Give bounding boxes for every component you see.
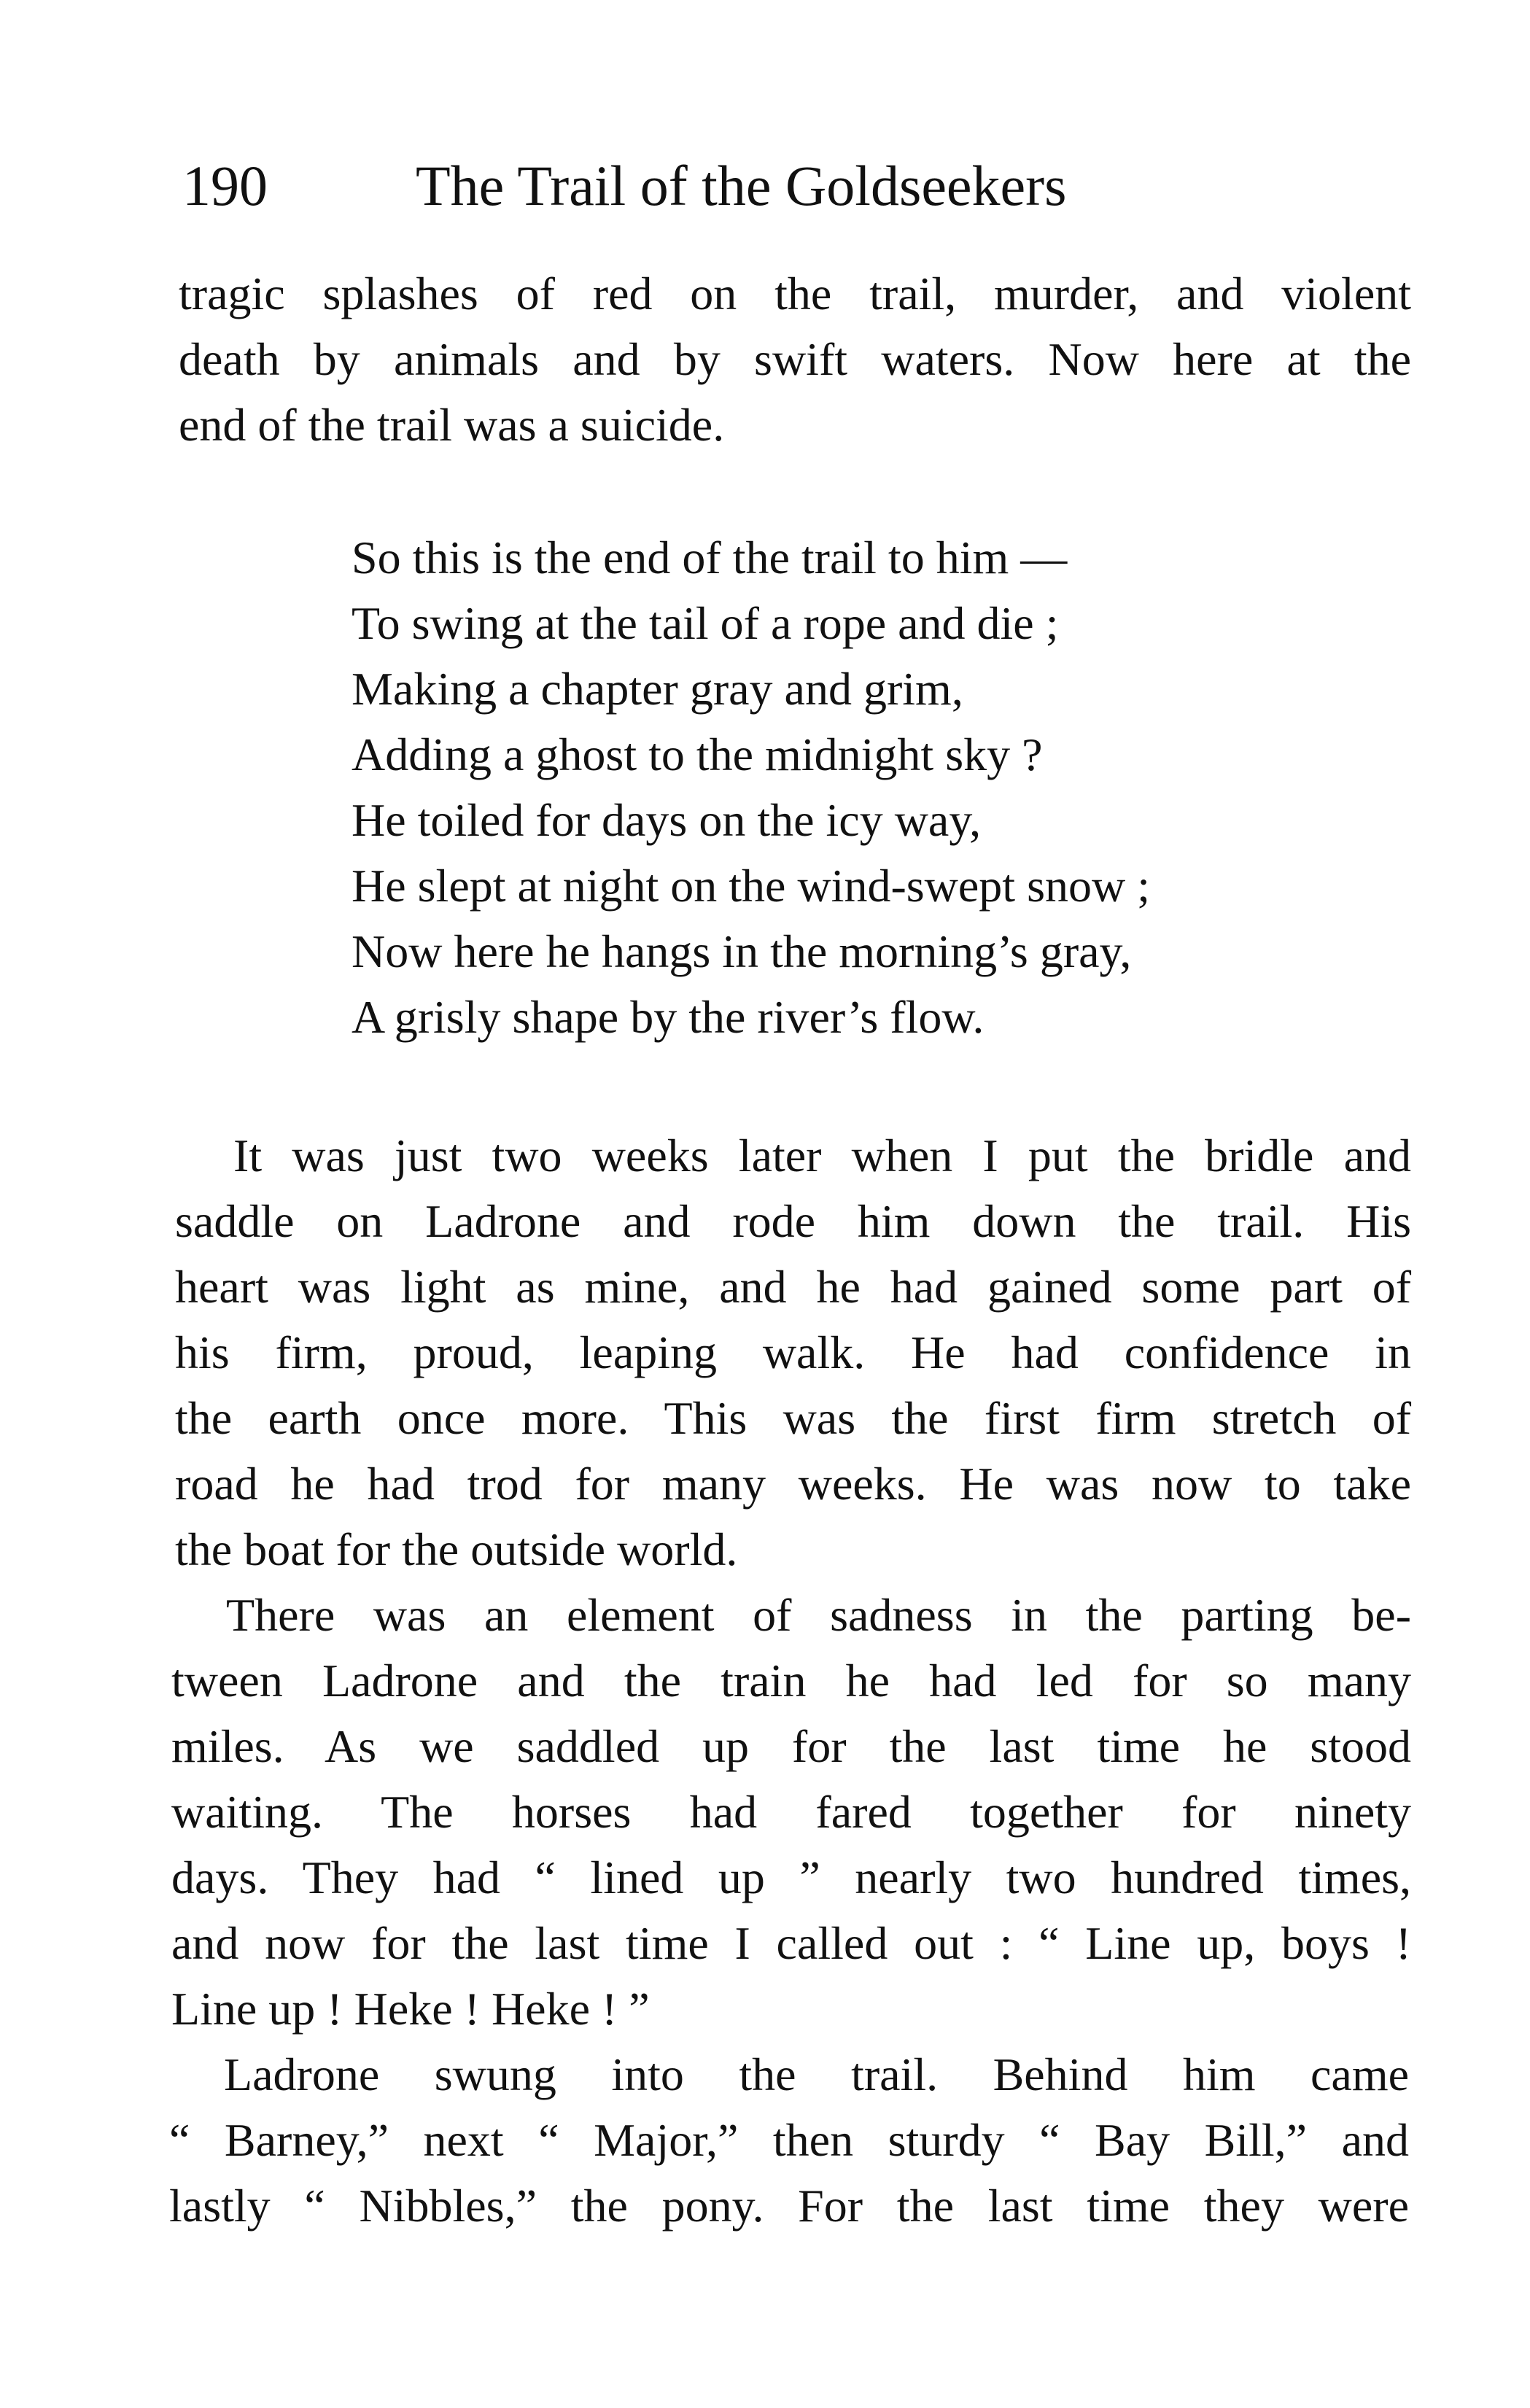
text-line: his firm, proud, leaping walk. He had confidence in bbox=[175, 1327, 1411, 1378]
text-line: waiting. The horses had fared together for ninety bbox=[171, 1786, 1411, 1838]
poem-line: Making a chapter gray and grim, bbox=[352, 663, 963, 715]
running-head bbox=[182, 149, 1422, 222]
text-line: tragic splashes of red on the trail, murder, and violent bbox=[179, 268, 1411, 319]
poem-line: He slept at night on the wind-swept snow ; bbox=[352, 860, 1150, 912]
book-title: The Trail of the Goldseekers bbox=[416, 154, 1067, 217]
text-line: and now for the last time I called out : “ Line up, boys ! bbox=[171, 1917, 1411, 1969]
text-line: the boat for the outside world. bbox=[175, 1523, 738, 1575]
poem-line: To swing at the tail of a rope and die ; bbox=[352, 597, 1059, 649]
poem-line: A grisly shape by the river’s flow. bbox=[352, 991, 985, 1043]
poem bbox=[352, 525, 1300, 1050]
text-line: Line up ! Heke ! Heke ! ” bbox=[171, 1983, 650, 2035]
text-line: road he had trod for many weeks. He was now to take bbox=[175, 1458, 1411, 1510]
text-line: lastly “ Nibbles,” the pony. For the last time they were bbox=[169, 2180, 1409, 2232]
paragraph-four bbox=[169, 2042, 1409, 2239]
text-line: days. They had “ lined up ” nearly two hundred times, bbox=[171, 1852, 1411, 1903]
text-line: end of the trail was a suicide. bbox=[179, 399, 725, 451]
text-line: “ Barney,” next “ Major,” then sturdy “ Bay Bill,” and bbox=[169, 2114, 1409, 2166]
poem-line: So this is the end of the trail to him — bbox=[352, 532, 1068, 583]
text-line: heart was light as mine, and he had gained some part of bbox=[175, 1261, 1411, 1313]
text-line: saddle on Ladrone and rode him down the trail. His bbox=[175, 1195, 1411, 1247]
opening-paragraph bbox=[179, 261, 1411, 458]
poem-line: He toiled for days on the icy way, bbox=[352, 794, 982, 846]
text-line: It was just two weeks later when I put the bridle and bbox=[233, 1130, 1411, 1181]
text-line: Ladrone swung into the trail. Behind him came bbox=[224, 2048, 1409, 2100]
text-line: the earth once more. This was the first firm stretch of bbox=[175, 1392, 1411, 1444]
text-line: miles. As we saddled up for the last time he stood bbox=[171, 1720, 1411, 1772]
poem-line: Adding a ghost to the midnight sky ? bbox=[352, 729, 1043, 780]
text-line: tween Ladrone and the train he had led for so many bbox=[171, 1655, 1411, 1706]
paragraph-two bbox=[175, 1123, 1411, 1582]
poem-line: Now here he hangs in the morning’s gray, bbox=[352, 925, 1132, 977]
paragraph-three bbox=[171, 1582, 1411, 2042]
text-line: There was an element of sadness in the parting be- bbox=[226, 1589, 1411, 1641]
text-line: death by animals and by swift waters. Now here at the bbox=[179, 333, 1411, 385]
page-number: 190 bbox=[182, 154, 268, 217]
